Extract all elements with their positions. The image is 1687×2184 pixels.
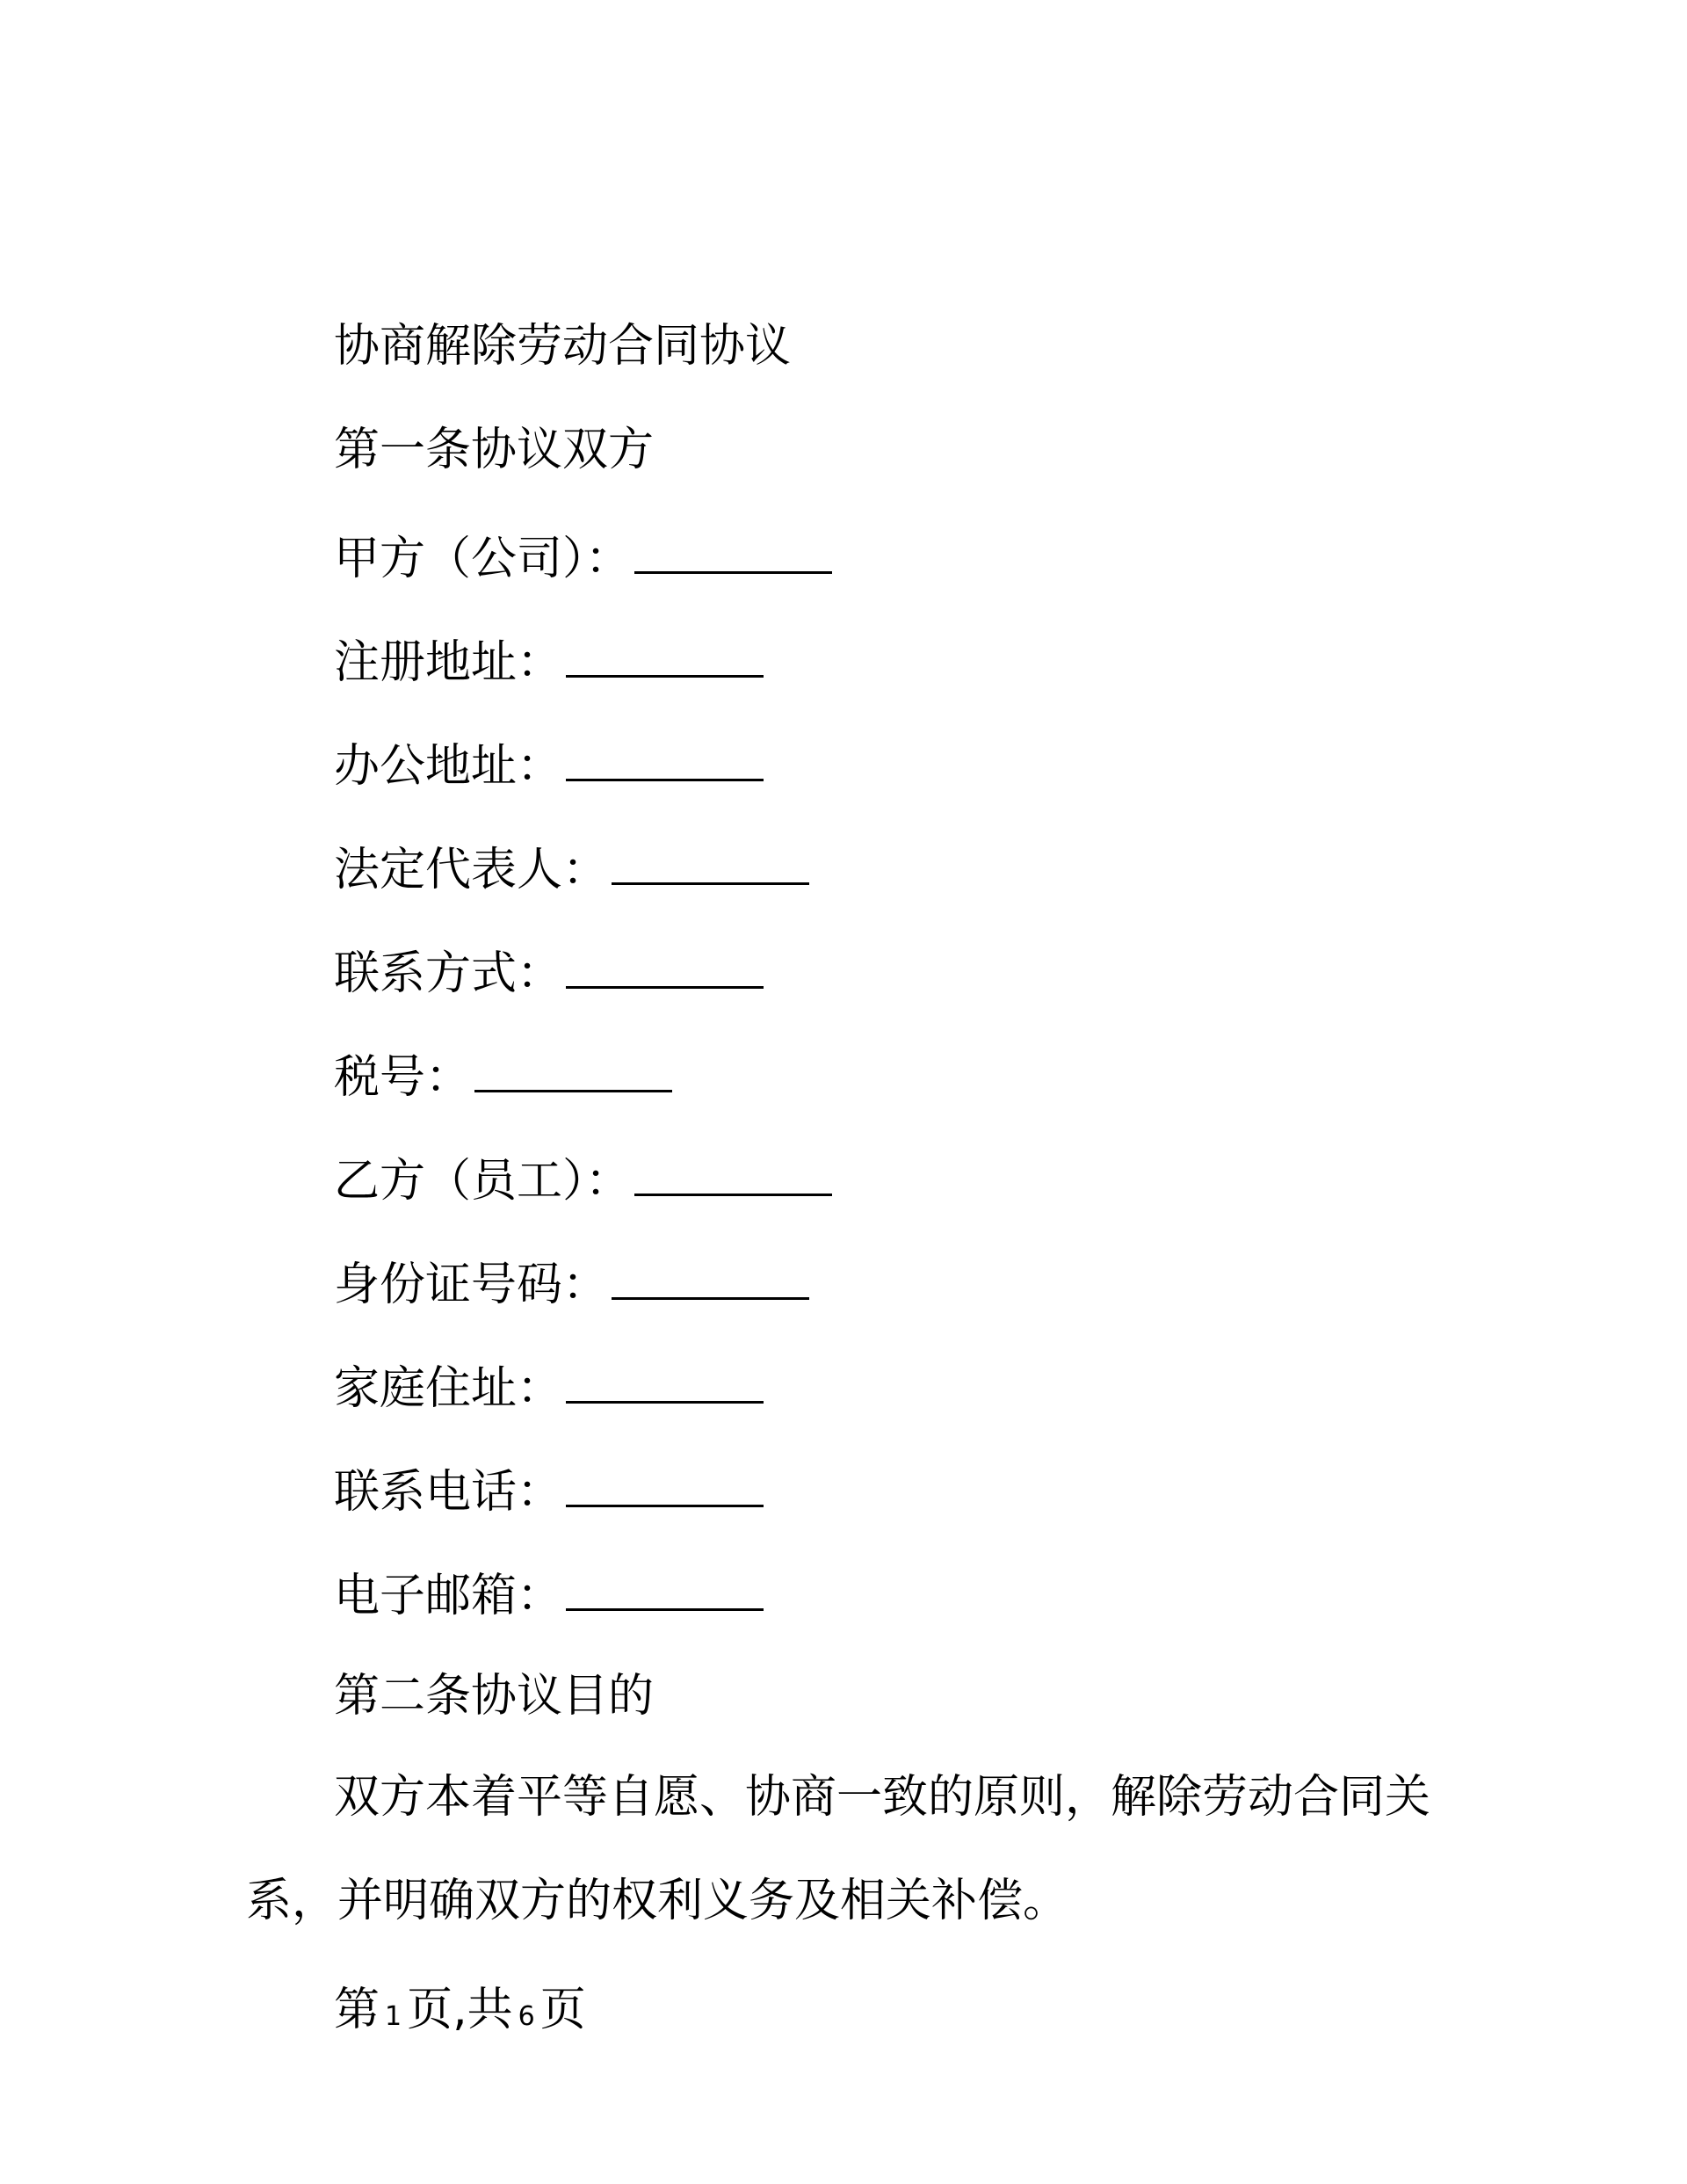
blank-line	[566, 631, 764, 678]
article-1-heading: 第一条协议双方	[334, 424, 655, 476]
document-title: 协商解除劳动合同协议	[334, 320, 792, 373]
field-label: 身份证号码：	[334, 1259, 609, 1311]
page-footer	[334, 1982, 586, 2045]
field-label: 甲方（公司）：	[334, 533, 632, 585]
field-contact-method	[334, 942, 764, 1002]
field-tax-number	[334, 1046, 672, 1106]
field-office-address	[334, 735, 764, 795]
field-label: 家庭住址：	[334, 1362, 563, 1415]
footer-suffix: 页	[539, 1984, 586, 2036]
article-2-heading: 第二条协议目的	[334, 1670, 655, 1723]
footer-prefix: 第	[334, 1984, 380, 2036]
field-phone	[334, 1461, 764, 1520]
blank-line	[566, 1564, 764, 1611]
footer-middle: 页,共	[407, 1984, 513, 2036]
field-party-b	[334, 1150, 832, 1209]
field-email	[334, 1564, 764, 1624]
field-label: 办公地址：	[334, 740, 563, 793]
field-id-number	[334, 1253, 809, 1313]
blank-line	[634, 1150, 832, 1196]
field-label: 注册地址：	[334, 636, 563, 689]
footer-total-pages: 6	[518, 2001, 535, 2032]
footer-page-number: 1	[385, 2001, 402, 2032]
blank-line	[566, 942, 764, 989]
field-label: 联系电话：	[334, 1466, 563, 1519]
blank-line	[566, 1461, 764, 1507]
field-registered-address	[334, 631, 764, 691]
blank-line	[612, 1253, 809, 1300]
field-legal-representative	[334, 838, 809, 898]
blank-line	[634, 527, 832, 574]
blank-line	[566, 735, 764, 781]
field-party-a	[334, 527, 832, 587]
field-label: 电子邮箱：	[334, 1570, 563, 1622]
field-label: 联系方式：	[334, 947, 563, 1000]
blank-line	[474, 1046, 672, 1092]
field-label: 乙方（员工）：	[334, 1155, 632, 1208]
field-home-address	[334, 1357, 764, 1417]
article-2-body: 双方本着平等自愿、协商一致的原则，解除劳动合同关系，并明确双方的权利义务及相关补偿。	[246, 1771, 1431, 1927]
blank-line	[612, 838, 809, 885]
field-label: 法定代表人：	[334, 844, 609, 896]
blank-line	[566, 1357, 764, 1404]
field-label: 税号：	[334, 1051, 472, 1104]
